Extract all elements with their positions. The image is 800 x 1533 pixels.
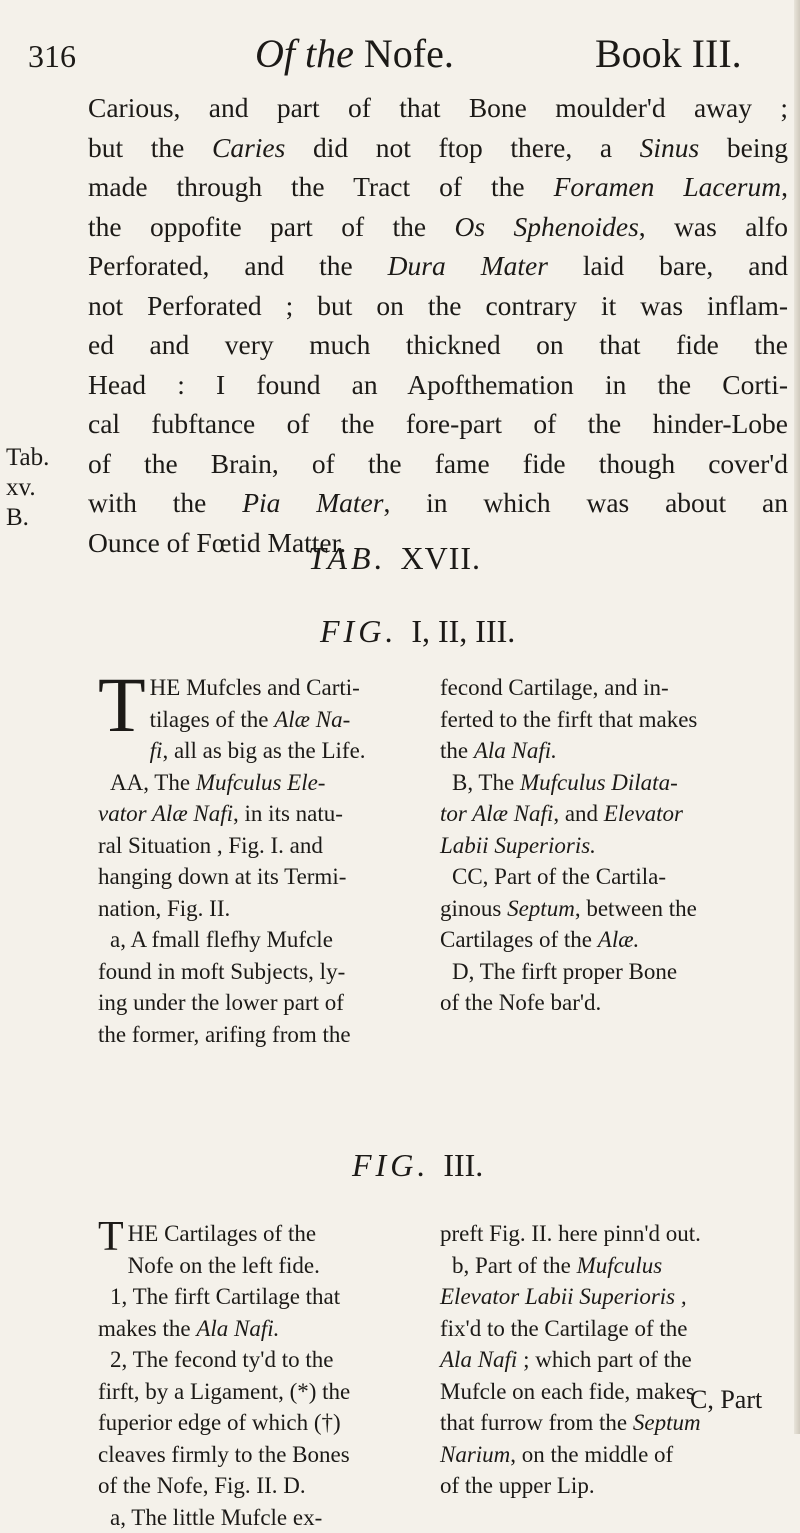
column-line: firft, by a Ligament, (*) the	[98, 1376, 418, 1408]
margin-note-line: B.	[6, 503, 76, 533]
column-line: Elevator Labii Superioris ,	[440, 1281, 780, 1313]
column-line: Labii Superioris.	[440, 830, 780, 862]
running-title-prefix: Of the	[255, 31, 354, 76]
column-line: of the Nofe bar'd.	[440, 987, 780, 1019]
column-line: found in moft Subjects, ly-	[98, 956, 418, 988]
column-line: a, The little Mufcle ex-	[98, 1502, 418, 1533]
body-line: of the Brain, of the fame fide though cover'd	[88, 444, 788, 484]
column-line: Narium, on the middle of	[440, 1439, 780, 1471]
page-number: 316	[28, 38, 76, 75]
column-line: Ala Nafi ; which part of the	[440, 1344, 780, 1376]
column-line: of the Nofe, Fig. II. D.	[98, 1470, 418, 1502]
section1-left-column	[98, 672, 418, 1050]
column-line: b, Part of the Mufculus	[440, 1250, 780, 1282]
body-line: Perforated, and the Dura Mater laid bare, and	[88, 246, 788, 286]
body-line: Ounce of Fœtid Matter.	[88, 523, 788, 563]
body-line: the oppofite part of the Os Sphenoides, was alfo	[88, 207, 788, 247]
margin-note-line: Tab. xv.	[6, 443, 76, 503]
catchword: C, Part	[690, 1385, 762, 1415]
column-line: fi, all as big as the Life.	[98, 735, 418, 767]
column-line: Nofe on the left fide.	[98, 1250, 418, 1282]
column-line: D, The firft proper Bone	[440, 956, 780, 988]
column-line: tilages of the Alæ Na-	[98, 704, 418, 736]
section2-right-column	[440, 1218, 780, 1502]
column-line: HE Mufcles and Carti-	[98, 672, 418, 704]
column-line: makes the Ala Nafi.	[98, 1313, 418, 1345]
body-line: made through the Tract of the Foramen Lacerum,	[88, 167, 788, 207]
column-line: the former, arifing from the	[98, 1019, 418, 1051]
column-line: fecond Cartilage, and in-	[440, 672, 780, 704]
column-line: ginous Septum, between the	[440, 893, 780, 925]
column-line: CC, Part of the Cartila-	[440, 861, 780, 893]
body-line: but the Caries did not ftop there, a Sinus being	[88, 128, 788, 168]
column-line: ral Situation , Fig. I. and	[98, 830, 418, 862]
running-head	[0, 18, 800, 78]
column-line: the Ala Nafi.	[440, 735, 780, 767]
running-title	[255, 30, 454, 77]
page-edge	[794, 0, 800, 1434]
column-line: cleaves firmly to the Bones	[98, 1439, 418, 1471]
body-line: not Perforated ; but on the contrary it was inflam-	[88, 286, 788, 326]
body-line: cal fubftance of the fore-part of the hinder-Lobe	[88, 404, 788, 444]
fig-heading: FIG. I, II, III.	[320, 613, 515, 650]
column-line: ferted to the firft that makes	[440, 704, 780, 736]
column-line: 2, The fecond ty'd to the	[98, 1344, 418, 1376]
column-line: tor Alæ Nafi, and Elevator	[440, 798, 780, 830]
column-line: fuperior edge of which (†)	[98, 1407, 418, 1439]
column-line: of the upper Lip.	[440, 1470, 780, 1502]
column-line: a, A fmall flefhy Mufcle	[98, 924, 418, 956]
column-line: fix'd to the Cartilage of the	[440, 1313, 780, 1345]
body-line: with the Pia Mater, in which was about an	[88, 483, 788, 523]
body-line: Head : I found an Apofthemation in the Corti-	[88, 365, 788, 405]
body-paragraph	[88, 88, 788, 562]
column-line: vator Alæ Nafi, in its natu-	[98, 798, 418, 830]
drop-cap: T	[98, 1220, 124, 1254]
column-line: Cartilages of the Alæ.	[440, 924, 780, 956]
section1-right-column	[440, 672, 780, 1019]
column-line: hanging down at its Termi-	[98, 861, 418, 893]
column-line: that furrow from the Septum	[440, 1407, 780, 1439]
column-line: ing under the lower part of	[98, 987, 418, 1019]
running-title-main: Nofe.	[364, 31, 454, 76]
column-line: preft Fig. II. here pinn'd out.	[440, 1218, 780, 1250]
fig-heading: FIG. III.	[352, 1147, 483, 1184]
tab-heading: TAB. XVII.	[308, 540, 481, 577]
column-line: AA, The Mufculus Ele-	[98, 767, 418, 799]
book-label: Book III.	[595, 30, 742, 77]
drop-cap: T	[98, 674, 146, 736]
column-line: HE Cartilages of the	[98, 1218, 418, 1250]
body-line: ed and very much thickned on that fide the	[88, 325, 788, 365]
column-line: nation, Fig. II.	[98, 893, 418, 925]
section2-left-column	[98, 1218, 418, 1533]
column-line: Mufcle on each fide, makes	[440, 1376, 780, 1408]
margin-note	[6, 443, 76, 533]
body-line: Carious, and part of that Bone moulder'd away ;	[88, 88, 788, 128]
column-line: 1, The firft Cartilage that	[98, 1281, 418, 1313]
column-line: B, The Mufculus Dilata-	[440, 767, 780, 799]
